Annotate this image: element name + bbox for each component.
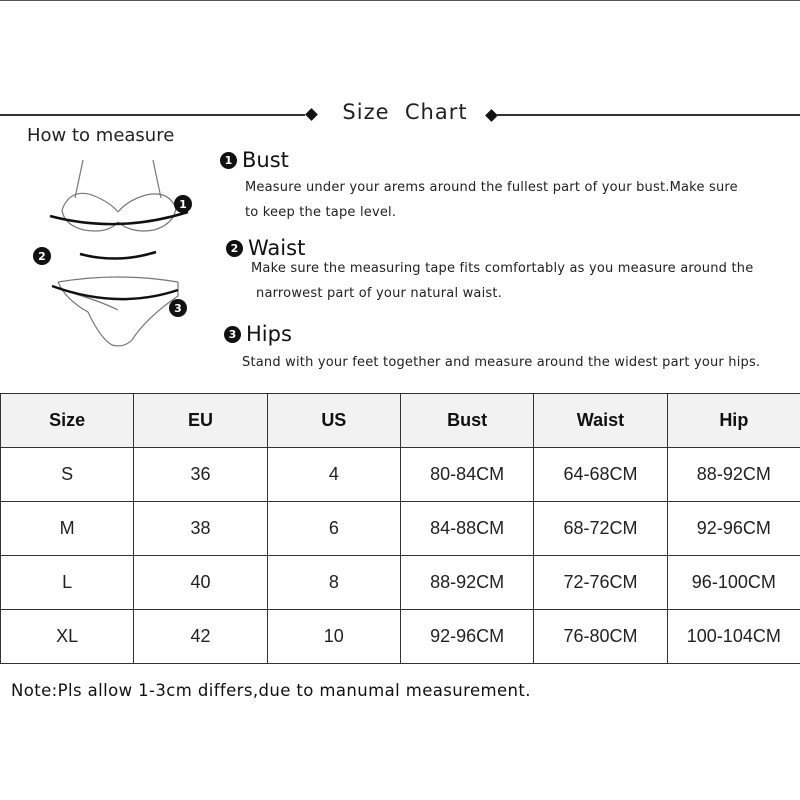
table-cell: 72-76CM bbox=[534, 556, 667, 610]
table-cell: 92-96CM bbox=[400, 610, 533, 664]
waist-title: Waist bbox=[248, 236, 306, 260]
waist-description bbox=[251, 256, 753, 306]
bust-line-2: to keep the tape level. bbox=[245, 205, 397, 220]
hips-heading bbox=[224, 322, 292, 346]
bust-title: Bust bbox=[242, 148, 289, 172]
header-size: Size bbox=[1, 394, 134, 448]
bikini-measurement-illustration bbox=[28, 150, 208, 360]
header-eu: EU bbox=[134, 394, 267, 448]
table-cell: S bbox=[1, 448, 134, 502]
bust-line-1: Measure under your arems around the fullest part of your bust.Make sure bbox=[245, 180, 738, 195]
table-cell: 40 bbox=[134, 556, 267, 610]
waist-line-1: Make sure the measuring tape fits comfortably as you measure around the bbox=[251, 261, 754, 276]
table-cell: M bbox=[1, 502, 134, 556]
table-cell: 96-100CM bbox=[667, 556, 800, 610]
marker-1-label: 1 bbox=[179, 198, 187, 211]
marker-2-label: 2 bbox=[38, 250, 46, 263]
table-cell: 100-104CM bbox=[667, 610, 800, 664]
title-divider-right bbox=[496, 114, 800, 116]
hips-title: Hips bbox=[246, 322, 292, 346]
table-cell: 64-68CM bbox=[534, 448, 667, 502]
title-divider-left bbox=[0, 114, 305, 116]
diamond-icon bbox=[305, 108, 318, 121]
marker-3-label: 3 bbox=[174, 302, 182, 315]
size-table bbox=[0, 393, 800, 664]
measurement-note: Note:Pls allow 1-3cm differs,due to manumal measurement. bbox=[11, 681, 531, 700]
table-row bbox=[1, 556, 800, 610]
table-cell: 4 bbox=[267, 448, 400, 502]
hips-description bbox=[242, 350, 760, 375]
table-cell: 42 bbox=[134, 610, 267, 664]
header-us: US bbox=[267, 394, 400, 448]
bust-description bbox=[245, 175, 738, 225]
page-title: Size Chart bbox=[342, 100, 468, 124]
table-cell: XL bbox=[1, 610, 134, 664]
table-header-row bbox=[1, 394, 800, 448]
table-cell: 84-88CM bbox=[400, 502, 533, 556]
table-cell: 10 bbox=[267, 610, 400, 664]
table-cell: 92-96CM bbox=[667, 502, 800, 556]
table-cell: 38 bbox=[134, 502, 267, 556]
top-border bbox=[0, 0, 800, 1]
bust-heading bbox=[220, 148, 289, 172]
waist-line-2: narrowest part of your natural waist. bbox=[256, 286, 502, 301]
header-hip: Hip bbox=[667, 394, 800, 448]
table-row bbox=[1, 502, 800, 556]
number-1-icon: 1 bbox=[220, 152, 237, 169]
table-cell: 88-92CM bbox=[667, 448, 800, 502]
number-3-icon: 3 bbox=[224, 326, 241, 343]
table-row bbox=[1, 610, 800, 664]
number-2-icon: 2 bbox=[226, 240, 243, 257]
table-cell: 88-92CM bbox=[400, 556, 533, 610]
table-row bbox=[1, 448, 800, 502]
hips-line-1: Stand with your feet together and measure around the widest part your hips. bbox=[242, 355, 761, 370]
table-cell: 6 bbox=[267, 502, 400, 556]
table-cell: 8 bbox=[267, 556, 400, 610]
how-to-measure-label: How to measure bbox=[27, 125, 175, 146]
header-waist: Waist bbox=[534, 394, 667, 448]
table-cell: 76-80CM bbox=[534, 610, 667, 664]
table-cell: L bbox=[1, 556, 134, 610]
table-cell: 80-84CM bbox=[400, 448, 533, 502]
table-cell: 36 bbox=[134, 448, 267, 502]
header-bust: Bust bbox=[400, 394, 533, 448]
table-cell: 68-72CM bbox=[534, 502, 667, 556]
